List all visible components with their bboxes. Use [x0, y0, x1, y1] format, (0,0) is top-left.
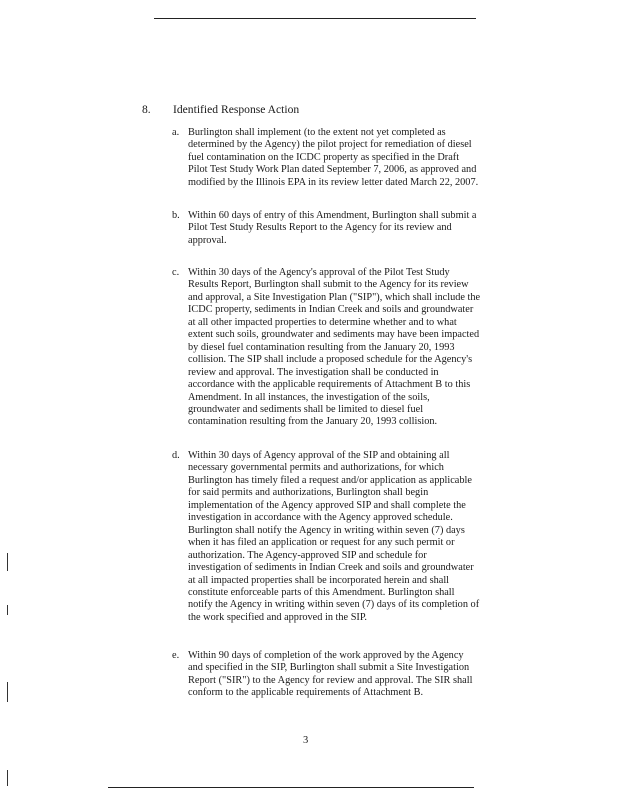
paragraph-e: [172, 650, 502, 700]
text-line: constitute enforceable parts of this Amendment. Burlington shall: [188, 586, 455, 598]
text-line: authorization. The Agency-approved SIP and schedule for: [188, 549, 427, 561]
text-line: Within 60 days of entry of this Amendment, Burlington shall submit a: [188, 210, 477, 221]
page-number: 3: [303, 735, 309, 746]
scan-artifact-mark: [7, 770, 8, 786]
text-line: notify the Agency in writing within seven (7) days of its completion of: [188, 599, 480, 611]
text-line: Report ("SIR") to the Agency for review and approval. The SIR shall: [188, 674, 473, 686]
paragraph-d: [172, 450, 502, 624]
text-line: investigation of sediments in Indian Creek and soils and groundwater: [188, 562, 474, 574]
paragraph-c: [172, 267, 502, 429]
top-rule: [154, 18, 476, 19]
scan-artifact-mark: [7, 605, 8, 615]
item-label-e: e.: [172, 650, 180, 661]
text-line: modified by the Illinois EPA in its review letter dated March 22, 2007.: [188, 176, 479, 188]
text-line: fuel contamination on the ICDC property as specified in the Draft: [188, 151, 460, 163]
section-heading: [142, 103, 299, 116]
paragraph-a: [172, 127, 502, 189]
text-line: collision. The SIP shall include a proposed schedule for the Agency's: [188, 354, 473, 366]
text-line: extent such soils, groundwater and sediments may have been impacted: [188, 329, 480, 341]
item-label-d: d.: [172, 450, 180, 461]
text-line: implementation of the Agency approved SIP and shall complete the: [188, 499, 466, 511]
section-title: Identified Response Action: [173, 103, 300, 116]
text-line: conform to the applicable requirements of Attachment B.: [188, 687, 424, 699]
text-line: Within 90 days of completion of the work approved by the Agency: [188, 650, 464, 661]
text-line: Pilot Test Study Work Plan dated September 7, 2006, as approved and: [188, 164, 477, 176]
text-line: by diesel fuel contamination resulting from the January 20, 1993: [188, 341, 455, 353]
text-line: at all other impacted properties to determine whether and to what: [188, 316, 457, 328]
text-line: review and approval. The investigation shall be conducted in: [188, 366, 439, 378]
text-line: Pilot Test Study Results Report to the Agency for its review and: [188, 222, 452, 234]
text-line: determined by the Agency) the pilot project for remediation of diesel: [188, 139, 472, 151]
text-line: and approval, a Site Investigation Plan ("SIP"), which shall include the: [188, 291, 481, 303]
item-text-d: [188, 450, 502, 624]
section-number: 8.: [142, 103, 151, 116]
text-line: ICDC property, sediments in Indian Creek and soils and groundwater: [188, 304, 474, 316]
text-line: accordance with the applicable requirements of Attachment B to this: [188, 379, 471, 391]
paragraph-b: [172, 210, 502, 247]
item-label-b: b.: [172, 210, 180, 221]
text-line: Burlington has timely filed a request and/or application as applicable: [188, 474, 472, 486]
text-line: Amendment. In all instances, the investigation of the soils,: [188, 391, 430, 403]
item-label-a: a.: [172, 127, 180, 138]
item-text-e: [188, 650, 502, 700]
item-text-c: [188, 267, 502, 429]
text-line: the work specified and approved in the SIP.: [188, 611, 368, 623]
item-text-b: [188, 210, 502, 247]
text-line: Within 30 days of the Agency's approval of the Pilot Test Study: [188, 267, 450, 278]
scan-artifact-mark: [7, 553, 8, 571]
text-line: at all impacted properties shall be incorporated herein and shall: [188, 574, 450, 586]
text-line: approval.: [188, 234, 227, 246]
text-line: Burlington shall implement (to the extent not yet completed as: [188, 127, 446, 138]
text-line: and specified in the SIP, Burlington shall submit a Site Investigation: [188, 662, 470, 674]
text-line: groundwater and sediments shall be limited to diesel fuel: [188, 403, 424, 415]
text-line: necessary governmental permits and authorizations, for which: [188, 462, 444, 474]
item-text-a: [188, 127, 502, 189]
text-line: Results Report, Burlington shall submit to the Agency for its review: [188, 279, 469, 291]
text-line: when it has filed an application or request for any such permit or: [188, 537, 455, 549]
text-line: contamination resulting from the January 20, 1993 collision.: [188, 416, 438, 428]
text-line: investigation in accordance with the Agency approved schedule.: [188, 512, 453, 524]
text-line: for said permits and authorizations, Burlington shall begin: [188, 487, 429, 499]
text-line: Within 30 days of Agency approval of the SIP and obtaining all: [188, 450, 450, 461]
text-line: Burlington shall notify the Agency in writing within seven (7) days: [188, 524, 465, 536]
bottom-rule: [108, 787, 474, 788]
scan-artifact-mark: [7, 682, 8, 702]
item-label-c: c.: [172, 267, 180, 278]
